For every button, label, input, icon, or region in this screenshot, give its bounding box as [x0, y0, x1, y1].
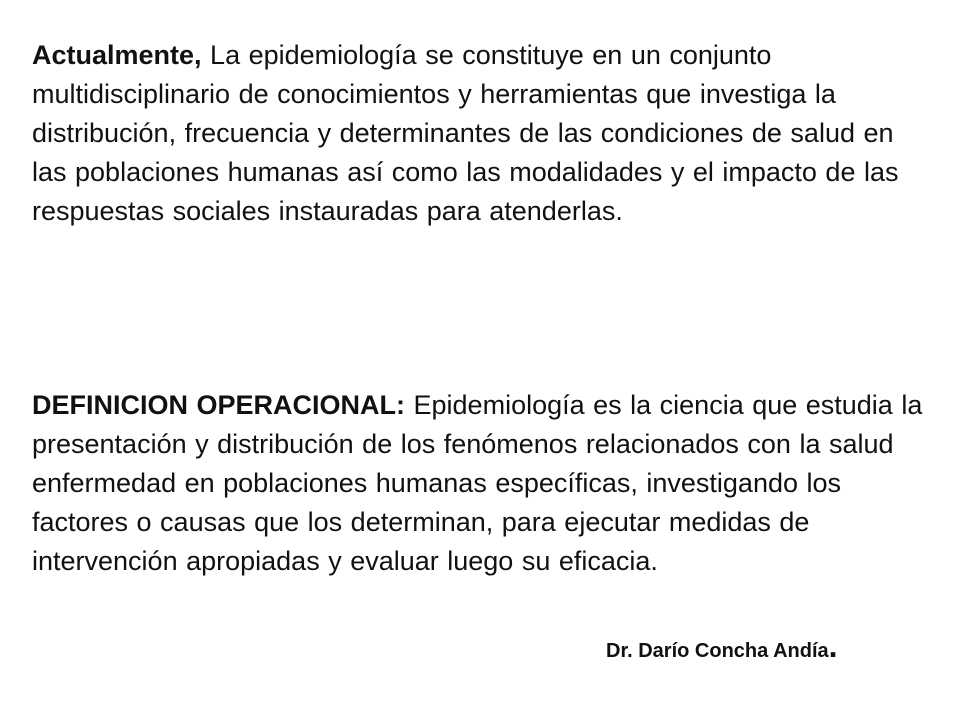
paragraph-definicion-operacional: [32, 386, 932, 581]
paragraph-1-lead: Actualmente,: [32, 40, 202, 70]
paragraph-1-body: La epidemiología se constituye en un conjunto multidisciplinario de conocimientos y herramientas que investiga la distribución, frecuencia y determinantes de las condiciones de salud en las poblaciones humanas así como las modalidades y el impacto de las respuestas sociales instauradas para atenderlas.: [32, 40, 899, 226]
author-signature: [606, 628, 896, 664]
paragraph-2-lead: DEFINICION OPERACIONAL:: [32, 390, 406, 420]
signature-period: .: [828, 628, 838, 664]
paragraph-actualmente: [32, 36, 932, 231]
signature-name: Dr. Darío Concha Andía: [606, 640, 829, 662]
paragraph-2-body: Epidemiología es la ciencia que estudia la presentación y distribución de los fenómenos relacionados con la salud enfermedad en poblaciones humanas específicas, investigando los factores o causas que los determinan, para ejecutar medidas de intervención apropiadas y evaluar luego su eficacia.: [32, 390, 923, 576]
